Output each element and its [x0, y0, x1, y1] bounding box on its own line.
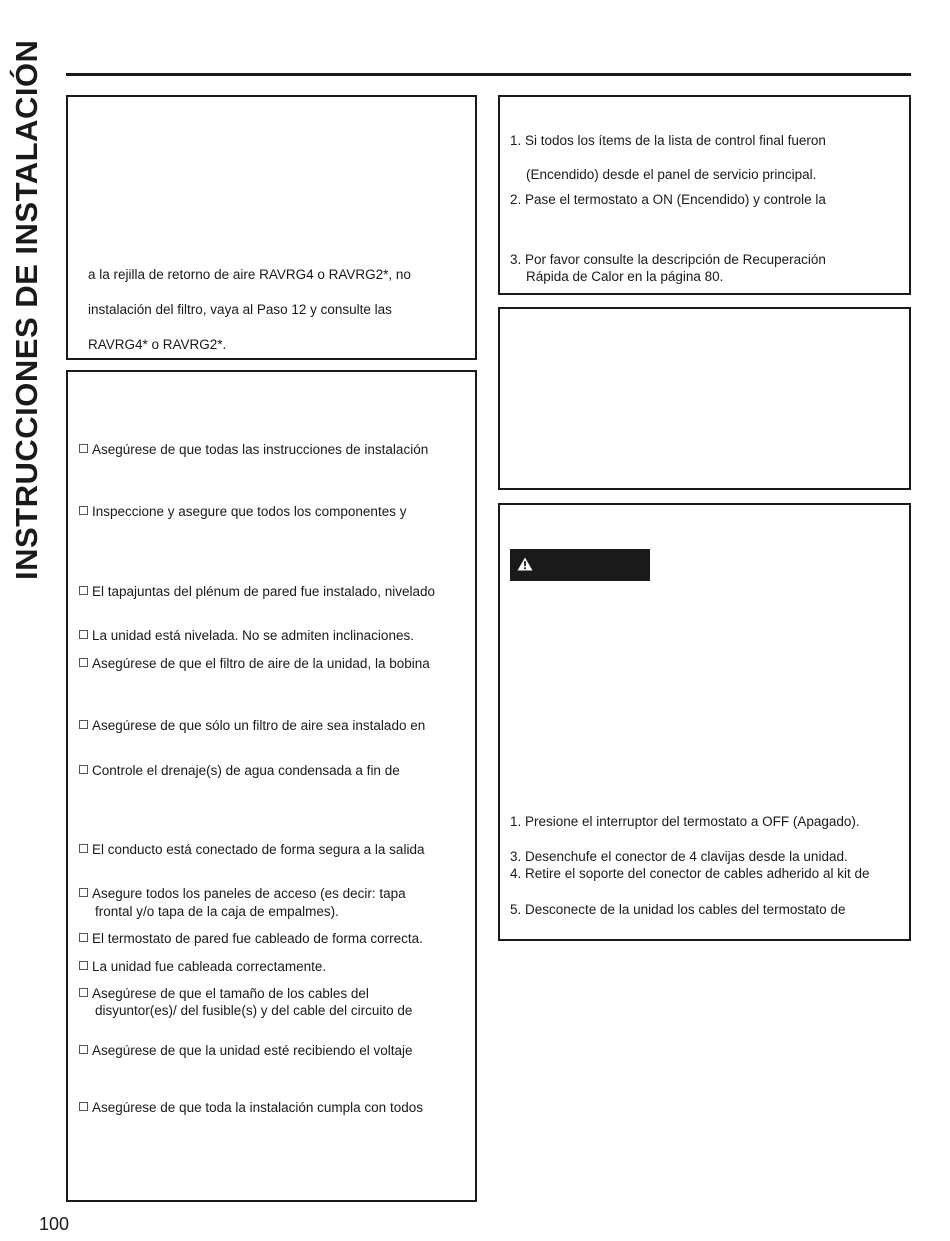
removal-step: 4. Retire el soporte del conector de cables adherido al kit de [510, 866, 870, 881]
checklist-item: Asegúrese de que toda la instalación cumpla con todos [79, 1099, 423, 1116]
checkbox-icon [79, 1102, 88, 1111]
checklist-item: La unidad está nivelada. No se admiten inclinaciones. [79, 627, 414, 644]
startup-step: 1. Si todos los ítems de la lista de control final fueron [510, 133, 826, 148]
filter-note-box [66, 95, 477, 360]
checklist-item-continuation: disyuntor(es)/ del fusible(s) y del cable del circuito de [95, 1003, 413, 1018]
checkbox-icon [79, 888, 88, 897]
startup-step: 3. Por favor consulte la descripción de Recuperación [510, 252, 826, 267]
removal-step: 5. Desconecte de la unidad los cables del termostato de [510, 902, 846, 917]
checklist-item: El termostato de pared fue cableado de forma correcta. [79, 930, 423, 947]
side-section-title: INSTRUCCIONES DE INSTALACIÓN [9, 39, 44, 580]
warning-banner [510, 549, 650, 581]
filter-note-line: a la rejilla de retorno de aire RAVRG4 o RAVRG2*, no [88, 267, 411, 282]
checklist-item: Asegúrese de que todas las instrucciones de instalación [79, 441, 428, 458]
page-number: 100 [39, 1214, 70, 1234]
checklist-item: El tapajuntas del plénum de pared fue instalado, nivelado [79, 583, 435, 600]
checkbox-icon [79, 961, 88, 970]
checklist-item: Controle el drenaje(s) de agua condensada a fin de [79, 762, 400, 779]
checkbox-icon [79, 720, 88, 729]
checklist-item: Asegúrese de que el filtro de aire de la unidad, la bobina [79, 655, 430, 672]
checkbox-icon [79, 765, 88, 774]
startup-step-continuation: (Encendido) desde el panel de servicio principal. [526, 167, 817, 182]
checkbox-icon [79, 444, 88, 453]
filter-note-line: RAVRG4* o RAVRG2*. [88, 337, 227, 352]
checklist-item: Asegúrese de que sólo un filtro de aire sea instalado en [79, 717, 425, 734]
removal-step: 1. Presione el interruptor del termostato a OFF (Apagado). [510, 814, 860, 829]
checklist-item: Inspeccione y asegure que todos los componentes y [79, 503, 406, 520]
checkbox-icon [79, 988, 88, 997]
empty-note-box [498, 307, 911, 490]
checkbox-icon [79, 1045, 88, 1054]
checklist-item: El conducto está conectado de forma segura a la salida [79, 841, 424, 858]
removal-step: 3. Desenchufe el conector de 4 clavijas desde la unidad. [510, 849, 848, 864]
warning-triangle-icon [517, 557, 533, 571]
removal-steps-box [498, 503, 911, 941]
checklist-item: Asegúrese de que el tamaño de los cables del [79, 985, 369, 1002]
header-rule [66, 73, 911, 76]
checklist-item-continuation: frontal y/o tapa de la caja de empalmes). [95, 904, 339, 919]
checklist-item: La unidad fue cableada correctamente. [79, 958, 326, 975]
checkbox-icon [79, 506, 88, 515]
startup-steps-box [498, 95, 911, 295]
checkbox-icon [79, 658, 88, 667]
checkbox-icon [79, 844, 88, 853]
startup-step-continuation: Rápida de Calor en la página 80. [526, 269, 724, 284]
filter-note-line: instalación del filtro, vaya al Paso 12 y consulte las [88, 302, 392, 317]
startup-step: 2. Pase el termostato a ON (Encendido) y controle la [510, 192, 826, 207]
checklist-item: Asegúrese de que la unidad esté recibiendo el voltaje [79, 1042, 412, 1059]
checkbox-icon [79, 630, 88, 639]
checkbox-icon [79, 586, 88, 595]
checklist-item: Asegure todos los paneles de acceso (es decir: tapa [79, 885, 406, 902]
checkbox-icon [79, 933, 88, 942]
final-checklist-box [66, 370, 477, 1202]
